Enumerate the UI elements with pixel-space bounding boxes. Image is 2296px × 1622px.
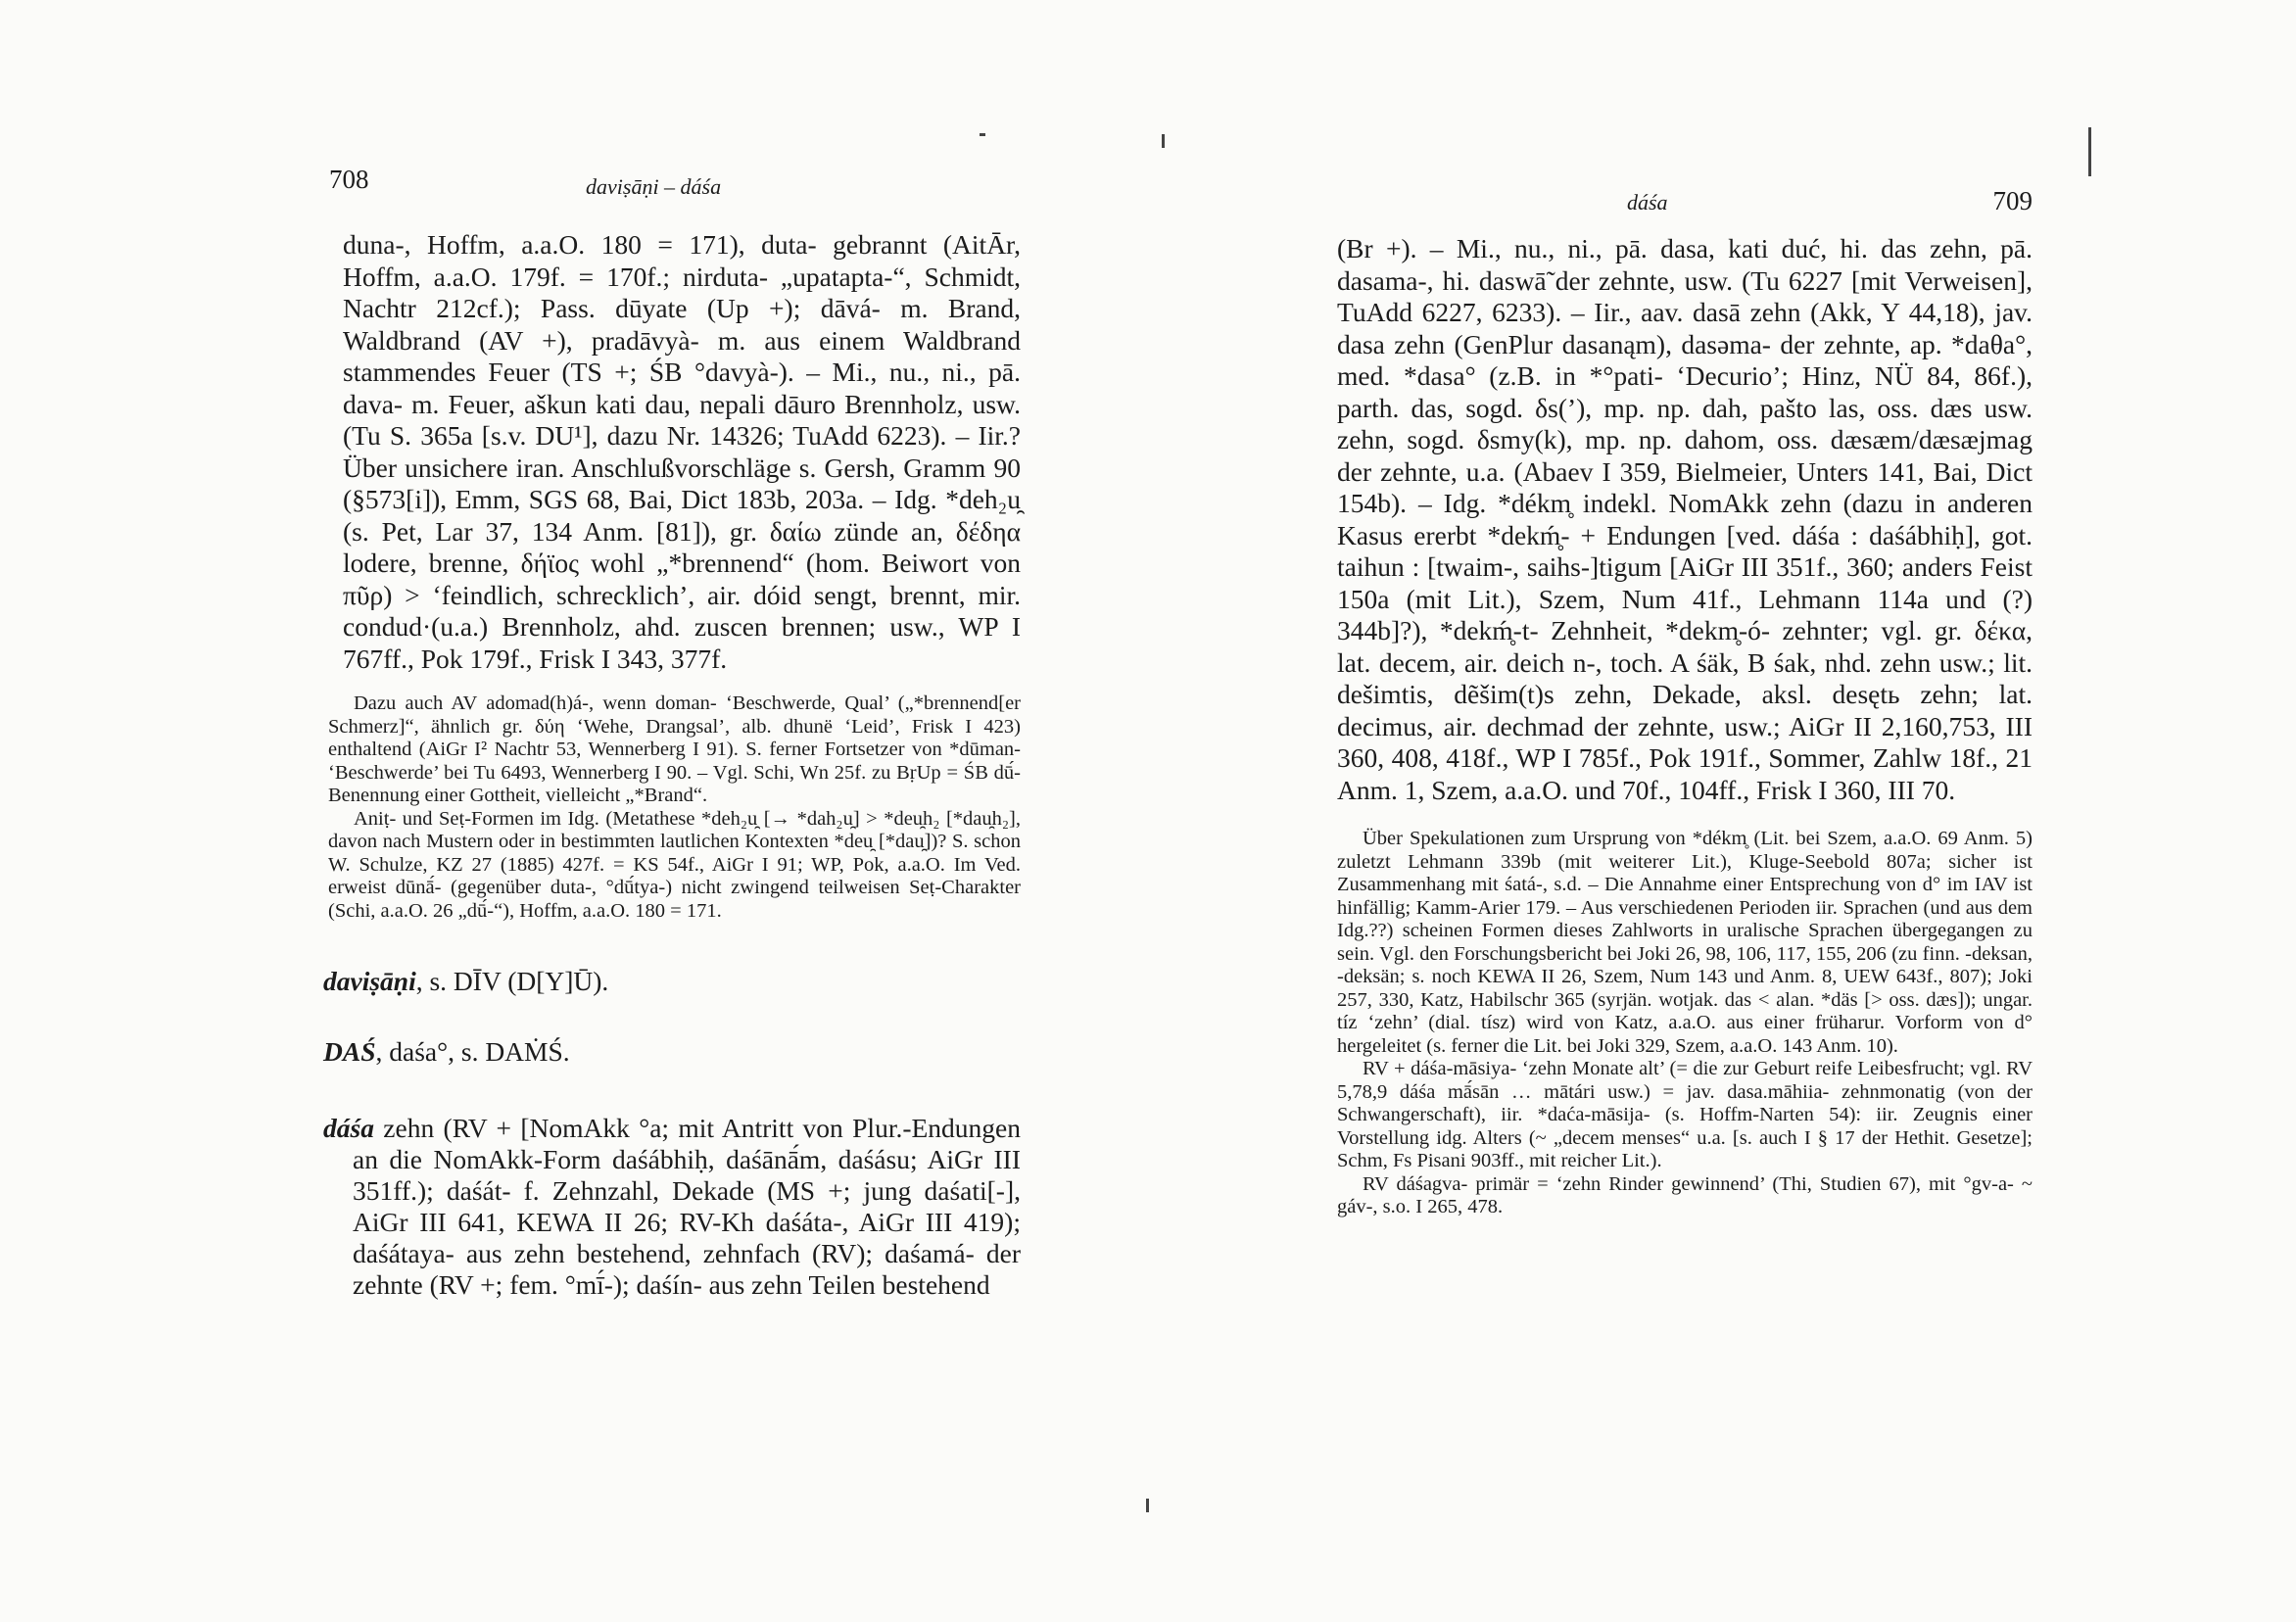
entry-headword: daviṣāṇi bbox=[323, 966, 416, 996]
entry-body: , daśa°, s. DAṀŚ. bbox=[375, 1036, 570, 1067]
note-paragraph: Dazu auch AV adomad(h)á-, wenn doman- ‘Beschwerde, Qual’ („*brennend[er Schmerz]“, ähnlich gr. δύη ‘Wehe, Drangsal’, alb. dhunë ‘Leid’, Frisk I 423) enthaltend (AiGr I² Nachtr 53, Wennerberg I 91). S. ferner Fortsetzer von *dūman- ‘Beschwerde’ bei Tu 6493, Wennerberg I 90. – Vgl. Schi, Wn 25f. zu BṛUp = ŚB dū́- Benennung einer Gottheit, vielleicht „*Brand“. bbox=[328, 692, 1021, 806]
scan-mark bbox=[980, 133, 985, 136]
page-number: 708 bbox=[329, 165, 369, 194]
entry-daviṣāṇi bbox=[323, 966, 1021, 997]
running-head-title: daviṣāṇi – dáśa bbox=[586, 174, 722, 199]
entry-dáśa bbox=[323, 1113, 1021, 1301]
right-page bbox=[1337, 147, 2033, 1219]
entry-headword: dáśa bbox=[323, 1113, 374, 1143]
entry-continuation: duna-, Hoffm, a.a.O. 180 = 171), duta- gebrannt (AitĀr, Hoffm, a.a.O. 179f. = 170f.; nirduta- „upatapta-“, Schmidt, Nachtr 212cf.); Pass. dūyate (Up +); dāvá- m. Brand, Waldbrand (AV +), pradāvyà- m. aus einem Waldbrand stammendes Feuer (TS +; ŚB °davyà-). – Mi., nu., ni., pā. dava- m. Feuer, aškun kati dau, nepali dāuro Brennholz, usw. (Tu S. 365a [s.v. DU¹], dazu Nr. 14326; TuAdd 6223). – Iir.? Über unsichere iran. Anschlußvorschläge s. Gersh, Gramm 90 (§573[i]), Emm, SGS 68, Bai, Dict 183b, 203a. – Idg. *deh₂u̯ (s. Pet, Lar 37, 134 Anm. [81]), gr. δαίω zünde an, δέδηα lodere, brenne, δήϊος wohl „*brennend“ (hom. Beiwort von πῦρ) > ‘feindlich, schrecklich’, air. dóid sengt, brennt, mir. condud·(u.a.) Brennholz, ahd. zuscen brennen; usw., WP I 767ff., Pok 179f., Frisk I 343, 377f. bbox=[343, 229, 1021, 674]
page-number: 709 bbox=[1992, 186, 2033, 215]
note-paragraph: Über Spekulationen zum Ursprung von *dékm̥ (Lit. bei Szem, a.a.O. 69 Anm. 5) zuletzt Lehmann 339b (mit weiterer Lit.), Kluge-Seebold 807a; sicher ist Zusammenhang mit śatá-, s.d. – Die Annahme einer Entsprechung von d° im IAV ist hinfällig; Kamm-Arier 179. – Aus verschiedenen Perioden iir. Sprachen (und aus dem Idg.??) scheinen Formen dieses Zahlworts in uralische Sprachen übergegangen zu sein. Vgl. den Forschungsbericht bei Joki 26, 98, 106, 117, 155, 206 (zu finn. -deksan, -deksän; s. noch KEWA II 26, Szem, Num 143 und Anm. 8, UEW 643f., 807); Joki 257, 330, Katz, Habilschr 365 (syrjän. wotjak. das < alan. *däs [> oss. dæs]); ungar. tíz ‘zehn’ (dial. tísz) wird von Katz, a.a.O. aus einer früharur. Vorform von d° hergeleitet (s. ferner die Lit. bei Joki 329, Szem, a.a.O. 143 Anm. 10). bbox=[1337, 828, 2033, 1057]
left-page bbox=[323, 147, 1021, 1301]
entry-body: , s. DĪV (D[Y]Ū). bbox=[415, 966, 609, 996]
note-paragraph: RV + dáśa-māsiya- ‘zehn Monate alt’ (= die zur Geburt reife Leibesfrucht; vgl. RV 5,78,9 dáśa mā́sān … mātári usw.) = jav. dasa.māhiia- zehnmonatig (von der Schwangerschaft), iir. *daća-māsija- (s. Hoffm-Narten 54): iir. Zeugnis einer Vorstellung idg. Alters (~ „decem menses“ u.a. [s. auch I § 17 der Hethit. Gesetze]; Schm, Fs Pisani 903ff., mit reicher Lit.). bbox=[1337, 1058, 2033, 1171]
small-print-notes bbox=[1337, 828, 2033, 1219]
scan-mark bbox=[2088, 127, 2091, 176]
entry-daś bbox=[323, 1036, 1021, 1068]
entry-headword: DAŚ bbox=[323, 1036, 376, 1067]
scan-mark bbox=[1146, 1499, 1149, 1512]
scan-mark bbox=[1162, 134, 1165, 148]
small-print-notes bbox=[323, 692, 1021, 923]
note-paragraph: Aniṭ- und Seṭ-Formen im Idg. (Metathese *deh₂u̯ [→ *dah₂u̯] > *deu̯h₂ [*dau̯h₂], davon nach Mustern oder in bestimmten lautlichen Kontexten *deu̯ [*dau̯])? S. schon W. Schulze, KZ 27 (1885) 427f. = KS 54f., AiGr I 91; WP, Pok, a.a.O. Im Ved. erweist dūnā́- (gegenüber duta-, °dū́tya-) nicht zwingend teilweisen Seṭ-Charakter (Schi, a.a.O. 26 „dū́-“), Hoffm, a.a.O. 180 = 171. bbox=[328, 807, 1021, 922]
running-head bbox=[323, 147, 1021, 208]
running-head-title: dáśa bbox=[1627, 190, 1668, 215]
note-paragraph: RV dáśagva- primär = ‘zehn Rinder gewinnend’ (Thi, Studien 67), mit °gv-a- ~ gáv-, s.o. I 265, 478. bbox=[1337, 1172, 2033, 1217]
entry-continuation: (Br +). – Mi., nu., ni., pā. dasa, kati duć, hi. das zehn, pā. dasama-, hi. daswā̃ der zehnte, usw. (Tu 6227 [mit Verweisen], TuAdd 6227, 6233). – Iir., aav. dasā zehn (Akk, Y 44,18), jav. dasa zehn (GenPlur dasanąm), dasəma- der zehnte, ap. *daθa°, med. *dasa° (z.B. in *°pati- ‘Decurio’; Hinz, NÜ 84, 86f.), parth. das, sogd. δs(’), mp. np. dah, pašto las, oss. dæs usw. zehn, sogd. δsmy(k), mp. np. dahom, oss. dæsæm/dæsæjmag der zehnte, u.a. (Abaev I 359, Bielmeier, Unters 141, Bai, Dict 154b). – Idg. *dékm̥ indekl. NomAkk zehn (dazu in anderen Kasus ererbt *dekḿ̥- + Endungen [ved. dáśa : daśábhiḥ], got. taihun : [twaim-, saihs-]tigum [AiGr III 351f., 360; anders Feist 150a (mit Lit.), Szem, Num 41f., Lehmann 114a und (?) 344b]?), *dekḿ̥-t- Zehnheit, *dekm̥-ó- zehnter; vgl. gr. δέκα, lat. decem, air. deich n-, toch. A śäk, B śak, nhd. zehn usw.; lit. dešimtis, dẽšim(t)s zehn, Dekade, aksl. desętь zehn; lat. decimus, air. dechmad der zehnte, usw.; AiGr II 2,160,753, III 360, 408, 418f., WP I 785f., Pok 191f., Sommer, Zahlw 18f., 21 Anm. 1, Szem, a.a.O. und 70f., 104ff., Frisk I 360, III 70. bbox=[1337, 233, 2033, 805]
running-head bbox=[1337, 147, 2033, 215]
entry-body: zehn (RV + [NomAkk °a; mit Antritt von Plur.-Endungen an die NomAkk-Form daśábhiḥ, daśānā́m, daśásu; AiGr III 351ff.); daśát- f. Zehnzahl, Dekade (MS +; jung daśati[-], AiGr III 641, KEWA II 26; RV-Kh daśáta-, AiGr III 419); daśátaya- aus zehn bestehend, zehnfach (RV); daśamá- der zehnte (RV +; fem. °mī́-); daśín- aus zehn Teilen bestehend bbox=[353, 1113, 1021, 1300]
